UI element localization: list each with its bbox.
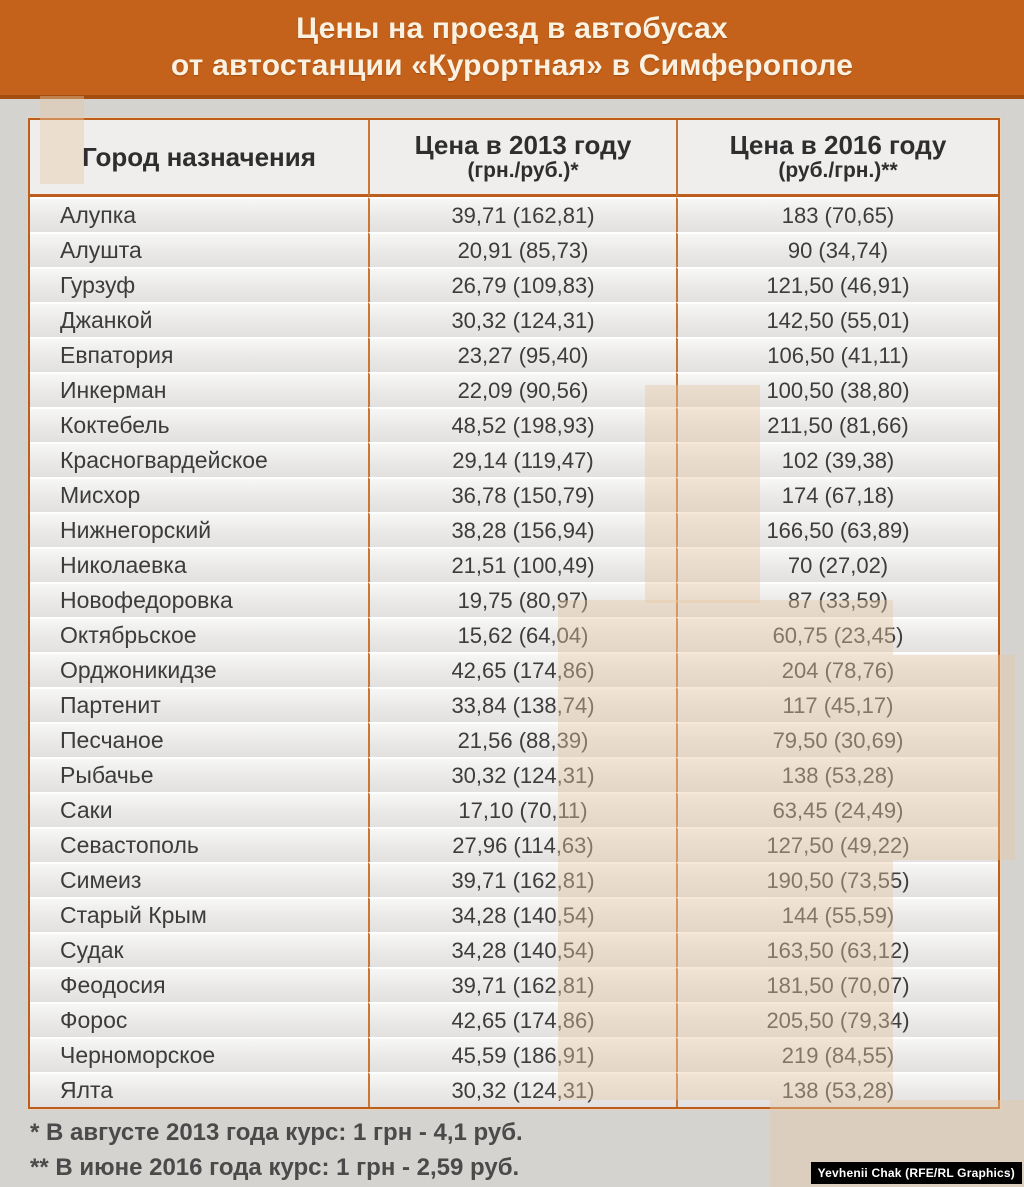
- price-2013-cell: 33,84 (138,74): [368, 687, 676, 722]
- column-header-2016-sublabel: (руб./грн.)**: [778, 159, 898, 183]
- table-row: [30, 617, 998, 652]
- table-row: [30, 407, 998, 442]
- table-row: [30, 1037, 998, 1072]
- price-2016-cell: 79,50 (30,69): [676, 722, 998, 757]
- price-2013-cell: 21,51 (100,49): [368, 547, 676, 582]
- city-cell: Симеиз: [30, 862, 368, 897]
- price-2016-cell: 106,50 (41,11): [676, 337, 998, 372]
- price-2016-cell: 127,50 (49,22): [676, 827, 998, 862]
- price-2013-cell: 48,52 (198,93): [368, 407, 676, 442]
- table-header: [30, 120, 998, 197]
- table-row: [30, 722, 998, 757]
- city-cell: Николаевка: [30, 547, 368, 582]
- price-2013-cell: 15,62 (64,04): [368, 617, 676, 652]
- price-2016-cell: 219 (84,55): [676, 1037, 998, 1072]
- fare-table: [28, 118, 1000, 1109]
- table-row: [30, 827, 998, 862]
- city-cell: Партенит: [30, 687, 368, 722]
- city-cell: Севастополь: [30, 827, 368, 862]
- price-2016-cell: 90 (34,74): [676, 232, 998, 267]
- table-body: [30, 197, 998, 1107]
- price-2013-cell: 39,71 (162,81): [368, 197, 676, 232]
- price-2016-cell: 87 (33,59): [676, 582, 998, 617]
- table-row: [30, 267, 998, 302]
- price-2016-cell: 204 (78,76): [676, 652, 998, 687]
- city-cell: Коктебель: [30, 407, 368, 442]
- price-2013-cell: 20,91 (85,73): [368, 232, 676, 267]
- city-cell: Ялта: [30, 1072, 368, 1107]
- price-2016-cell: 211,50 (81,66): [676, 407, 998, 442]
- price-2013-cell: 29,14 (119,47): [368, 442, 676, 477]
- table-row: [30, 512, 998, 547]
- price-2013-cell: 30,32 (124,31): [368, 1072, 676, 1107]
- city-cell: Гурзуф: [30, 267, 368, 302]
- price-2013-cell: 42,65 (174,86): [368, 652, 676, 687]
- price-2016-cell: 102 (39,38): [676, 442, 998, 477]
- price-2016-cell: 163,50 (63,12): [676, 932, 998, 967]
- city-cell: Евпатория: [30, 337, 368, 372]
- city-cell: Новофедоровка: [30, 582, 368, 617]
- page-title-line1: Цены на проезд в автобусах: [296, 11, 728, 45]
- price-2016-cell: 183 (70,65): [676, 197, 998, 232]
- price-2013-cell: 36,78 (150,79): [368, 477, 676, 512]
- price-2016-cell: 117 (45,17): [676, 687, 998, 722]
- price-2013-cell: 34,28 (140,54): [368, 897, 676, 932]
- title-banner: [0, 0, 1024, 99]
- price-2016-cell: 138 (53,28): [676, 757, 998, 792]
- price-2013-cell: 23,27 (95,40): [368, 337, 676, 372]
- city-cell: Октябрьское: [30, 617, 368, 652]
- price-2016-cell: 190,50 (73,55): [676, 862, 998, 897]
- price-2016-cell: 166,50 (63,89): [676, 512, 998, 547]
- price-2016-cell: 60,75 (23,45): [676, 617, 998, 652]
- city-cell: Черноморское: [30, 1037, 368, 1072]
- price-2016-cell: 174 (67,18): [676, 477, 998, 512]
- city-cell: Форос: [30, 1002, 368, 1037]
- price-2016-cell: 142,50 (55,01): [676, 302, 998, 337]
- table-row: [30, 652, 998, 687]
- price-2013-cell: 39,71 (162,81): [368, 862, 676, 897]
- table-row: [30, 547, 998, 582]
- city-cell: Красногвардейское: [30, 442, 368, 477]
- city-cell: Феодосия: [30, 967, 368, 1002]
- table-row: [30, 442, 998, 477]
- table-row: [30, 932, 998, 967]
- city-cell: Алушта: [30, 232, 368, 267]
- table-row: [30, 792, 998, 827]
- table-row: [30, 337, 998, 372]
- price-2016-cell: 205,50 (79,34): [676, 1002, 998, 1037]
- price-2013-cell: 19,75 (80,97): [368, 582, 676, 617]
- price-2016-cell: 121,50 (46,91): [676, 267, 998, 302]
- price-2013-cell: 38,28 (156,94): [368, 512, 676, 547]
- price-2016-cell: 100,50 (38,80): [676, 372, 998, 407]
- column-header-2016-label: Цена в 2016 году: [729, 129, 947, 160]
- price-2016-cell: 70 (27,02): [676, 547, 998, 582]
- price-2013-cell: 26,79 (109,83): [368, 267, 676, 302]
- table-row: [30, 232, 998, 267]
- city-cell: Саки: [30, 792, 368, 827]
- column-header-2013-label: Цена в 2013 году: [414, 129, 632, 160]
- city-cell: Рыбачье: [30, 757, 368, 792]
- price-2013-cell: 17,10 (70,11): [368, 792, 676, 827]
- table-row: [30, 897, 998, 932]
- price-2013-cell: 30,32 (124,31): [368, 302, 676, 337]
- price-2013-cell: 22,09 (90,56): [368, 372, 676, 407]
- table-row: [30, 967, 998, 1002]
- column-header-city-label: Город назначения: [82, 141, 316, 172]
- city-cell: Орджоникидзе: [30, 652, 368, 687]
- column-header-2013-sublabel: (грн./руб.)*: [467, 159, 579, 183]
- city-cell: Джанкой: [30, 302, 368, 337]
- table-row: [30, 302, 998, 337]
- footnotes: [30, 1116, 523, 1186]
- footnote-2013-rate: * В августе 2013 года курс: 1 грн - 4,1 руб.: [30, 1119, 523, 1146]
- city-cell: Судак: [30, 932, 368, 967]
- table-row: [30, 862, 998, 897]
- footnote-2016-rate: ** В июне 2016 года курс: 1 грн - 2,59 руб.: [30, 1153, 520, 1181]
- page-title-line2: от автостанции «Курортная» в Симферополе: [170, 48, 854, 82]
- price-2013-cell: 42,65 (174,86): [368, 1002, 676, 1037]
- table-row: [30, 477, 998, 512]
- table-row: [30, 372, 998, 407]
- city-cell: Мисхор: [30, 477, 368, 512]
- price-2013-cell: 21,56 (88,39): [368, 722, 676, 757]
- table-row: [30, 582, 998, 617]
- city-cell: Старый Крым: [30, 897, 368, 932]
- price-2013-cell: 39,71 (162,81): [368, 967, 676, 1002]
- price-2016-cell: 181,50 (70,07): [676, 967, 998, 1002]
- credit-badge: Yevhenii Chak (RFE/RL Graphics): [811, 1162, 1022, 1184]
- price-2013-cell: 30,32 (124,31): [368, 757, 676, 792]
- city-cell: Алупка: [30, 197, 368, 232]
- column-header-price-2016: [676, 120, 998, 197]
- city-cell: Инкерман: [30, 372, 368, 407]
- table-row: [30, 1072, 998, 1107]
- price-2013-cell: 45,59 (186,91): [368, 1037, 676, 1072]
- column-header-city: [30, 120, 368, 197]
- price-2013-cell: 34,28 (140,54): [368, 932, 676, 967]
- table-row: [30, 197, 998, 232]
- price-2016-cell: 144 (55,59): [676, 897, 998, 932]
- price-2016-cell: 138 (53,28): [676, 1072, 998, 1107]
- city-cell: Нижнегорский: [30, 512, 368, 547]
- price-2013-cell: 27,96 (114,63): [368, 827, 676, 862]
- table-row: [30, 687, 998, 722]
- price-2016-cell: 63,45 (24,49): [676, 792, 998, 827]
- column-header-price-2013: [368, 120, 676, 197]
- table-row: [30, 1002, 998, 1037]
- table-row: [30, 757, 998, 792]
- city-cell: Песчаное: [30, 722, 368, 757]
